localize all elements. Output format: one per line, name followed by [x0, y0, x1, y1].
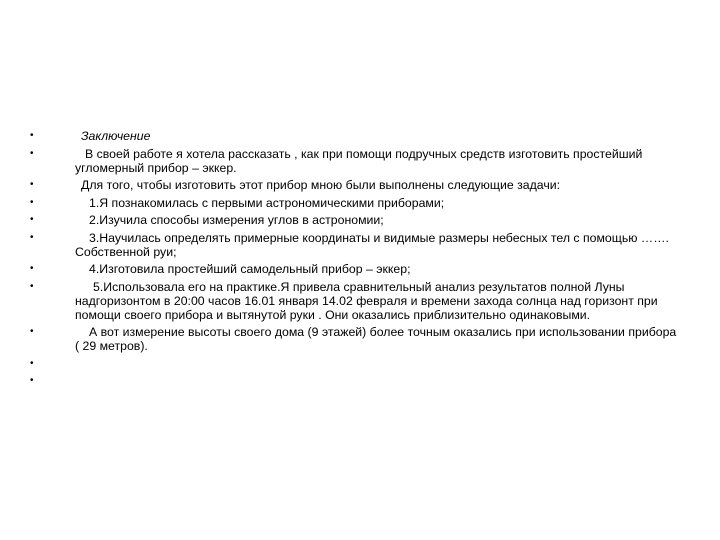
conclusion-title: Заключение — [81, 129, 151, 143]
list-item-text: В своей работе я хотела рассказать , как при помощи подручных средств изготовить простейший угломерный прибор – эккер. — [75, 146, 643, 175]
bullet-icon: • — [30, 231, 34, 243]
list-item — [30, 231, 680, 259]
bullet-icon: • — [30, 130, 34, 141]
bullet-icon: • — [30, 147, 34, 159]
bullet-icon: • — [30, 357, 34, 369]
list-item-text: 4.Изготовила простейший самодельный прибор – эккер; — [89, 262, 411, 276]
bullet-icon: • — [30, 280, 34, 292]
bullet-icon: • — [30, 196, 34, 208]
list-item-empty — [30, 357, 680, 371]
list-item — [30, 196, 680, 210]
list-item-text: 1.Я познакомилась с первыми астрономическими приборами; — [89, 195, 445, 210]
list-item-title — [30, 129, 680, 143]
list-item-text: 3.Научилась определять примерные координаты и видимые размеры небесных тел с помощью ……. Собственной руи; — [75, 230, 669, 259]
list-item-empty — [30, 374, 680, 388]
bullet-icon: • — [30, 214, 34, 225]
list-item-text: 5.Использовала его на практике.Я привела сравнительный анализ результатов полной Луны надгоризонтом в 20:00 часов 16.01 января 14.02 февраля и времени захода солнца над горизонт при помощи своего прибора и вытянутой руки . Они оказались приблизительно одинаковыми. — [75, 279, 658, 322]
list-item — [30, 280, 680, 322]
list-item — [30, 178, 680, 192]
list-item — [30, 213, 680, 227]
bullet-icon: • — [30, 375, 34, 386]
list-item — [30, 262, 680, 276]
bullet-icon: • — [30, 326, 34, 337]
list-item — [30, 325, 680, 353]
list-item-text: Для того, чтобы изготовить этот прибор мною были выполнены следующие задачи: — [81, 178, 561, 192]
list-item — [30, 147, 680, 175]
conclusion-bullet-list — [30, 129, 680, 392]
bullet-icon: • — [30, 263, 34, 274]
bullet-icon: • — [30, 179, 34, 190]
list-item-text: 2.Изучила способы измерения углов в астрономии; — [89, 213, 384, 227]
list-item-text: А вот измерение высоты своего дома (9 этажей) более точным оказались при использовании прибора ( 29 метров). — [75, 325, 677, 353]
